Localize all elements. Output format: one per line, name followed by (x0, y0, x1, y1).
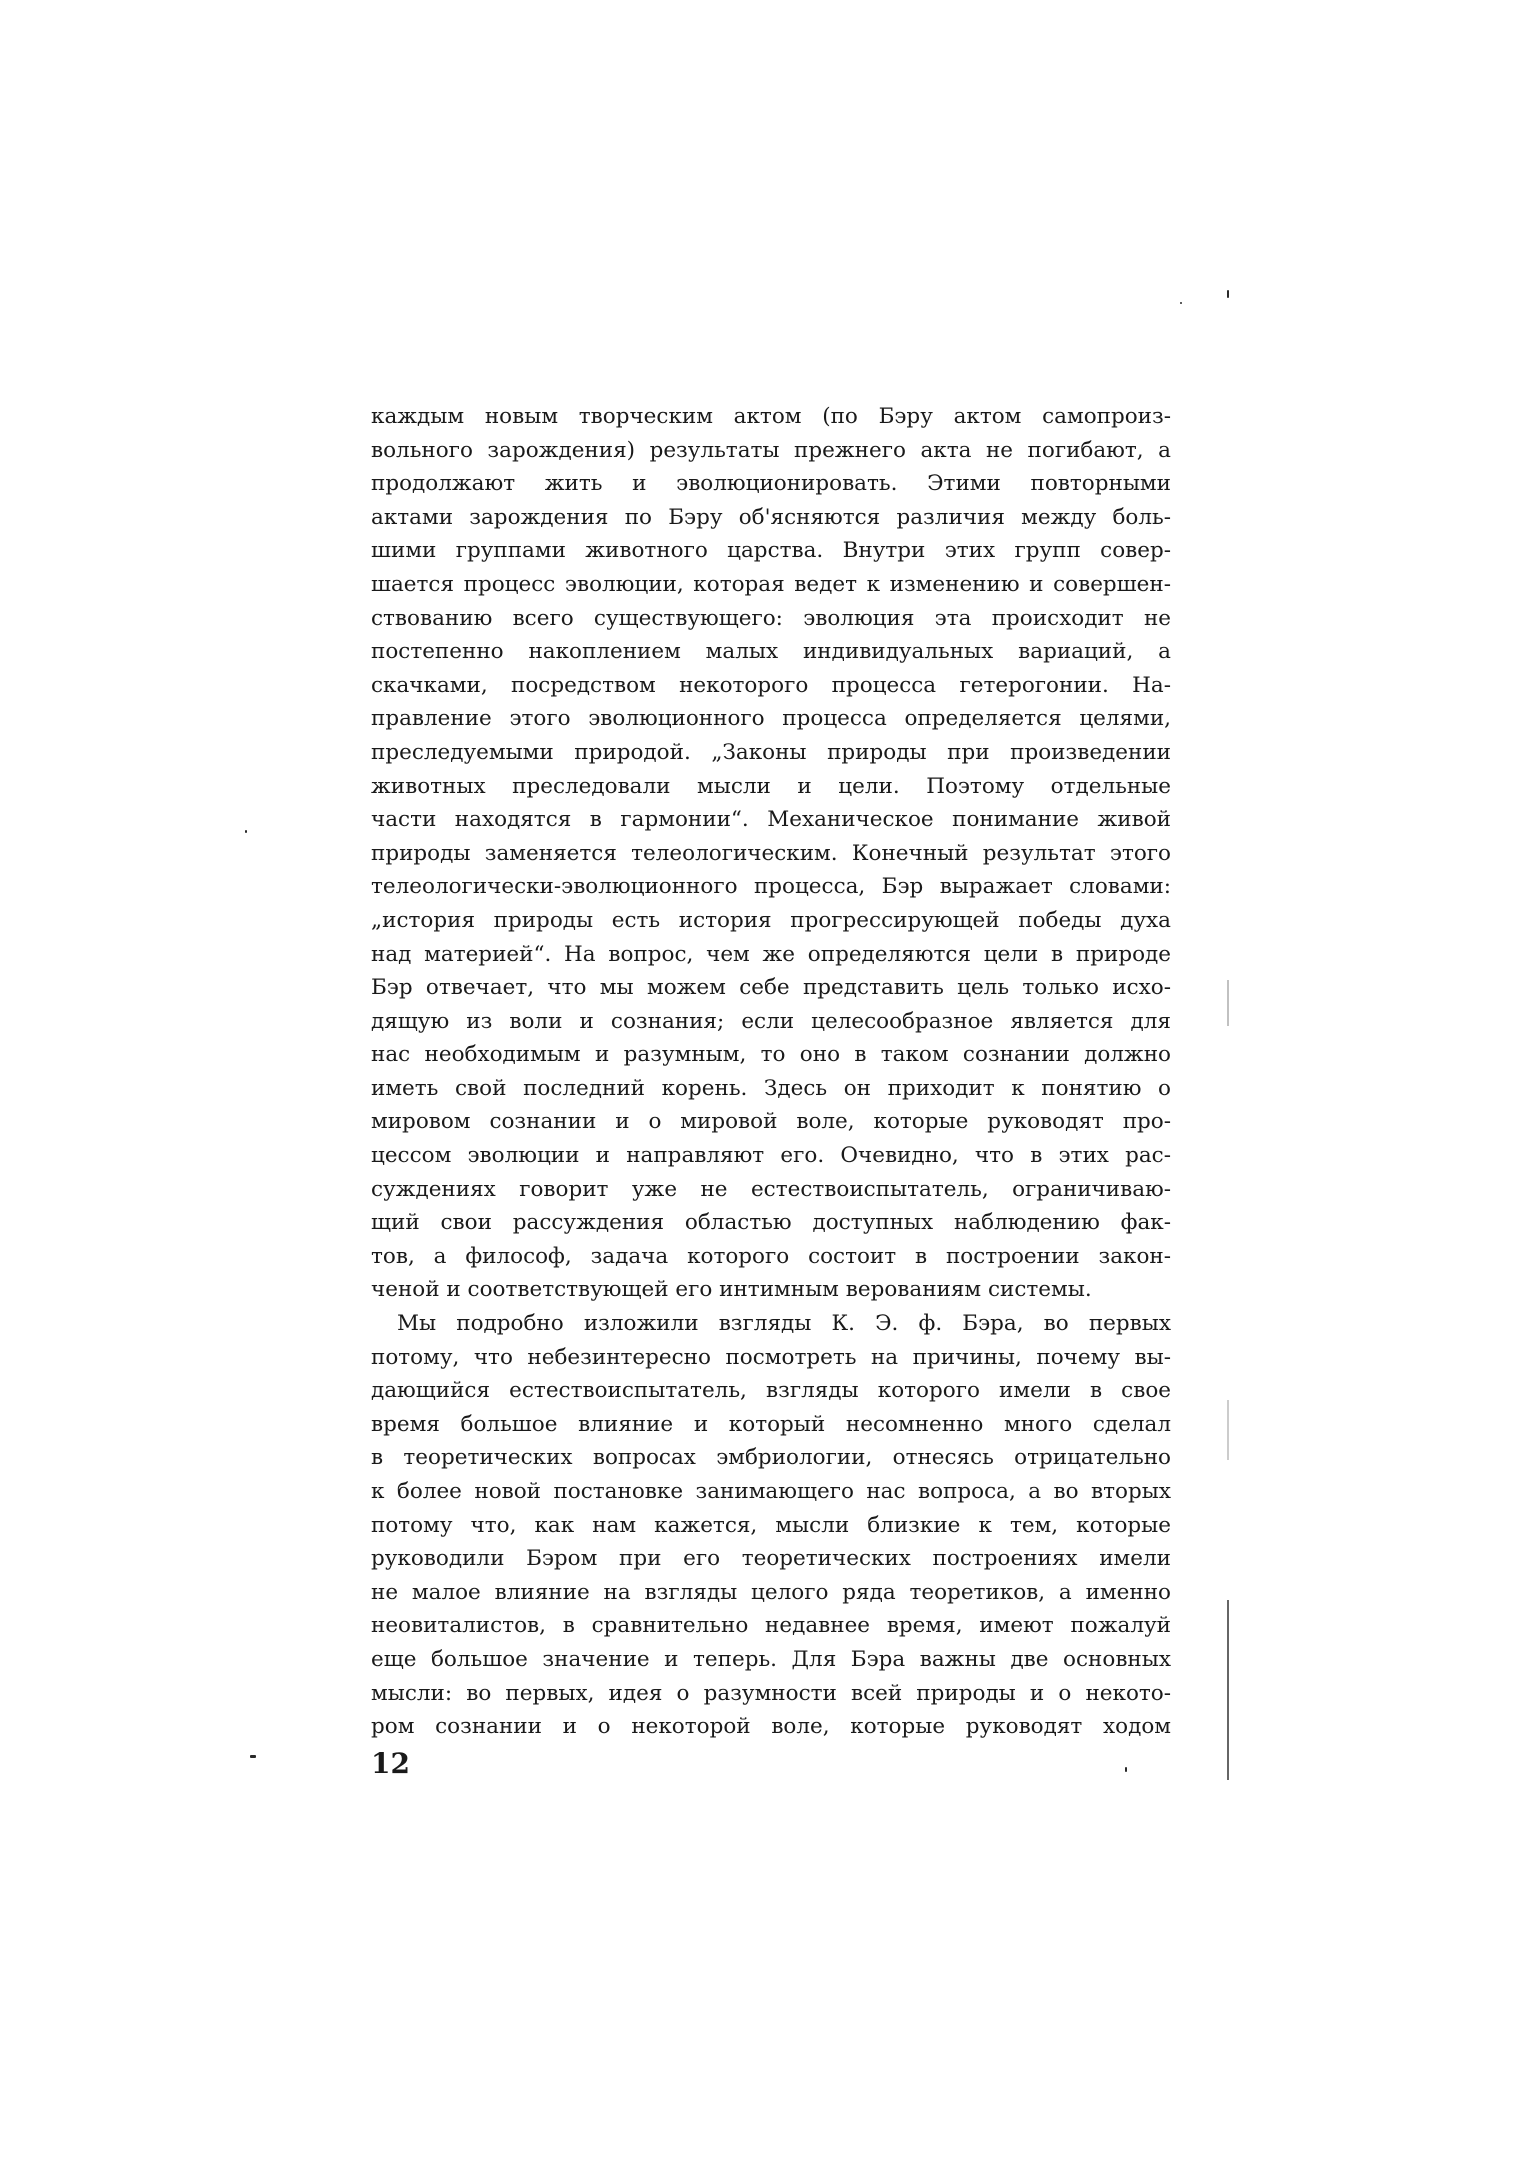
text-line: не малое влияние на взгляды целого ряда теоретиков, а именно (371, 1579, 1171, 1605)
text-line: вольного зарождения) результаты прежнего акта не погибают, а (371, 437, 1171, 463)
text-line: правление этого эволюционного процесса определяется целями, (371, 706, 1171, 732)
text-line: части находятся в гармонии“. Механическое понимание живой (371, 807, 1171, 833)
text-line: щий свои рассуждения областью доступных наблюдению фак- (371, 1210, 1171, 1236)
scan-speck (245, 830, 247, 833)
text-line: преследуемыми природой. „Законы природы при произведении (371, 739, 1171, 765)
text-line: суждениях говорит уже не естествоиспытатель, ограничиваю- (371, 1176, 1171, 1202)
scan-speck (1227, 290, 1229, 298)
text-line: дящую из воли и сознания; если целесообразное является для (371, 1008, 1171, 1034)
text-line: дающийся естествоиспытатель, взгляды которого имели в свое (371, 1378, 1171, 1404)
scan-margin-mark (1227, 980, 1229, 1026)
text-line: в теоретических вопросах эмбриологии, отнесясь отрицательно (371, 1445, 1171, 1471)
scan-speck (250, 1755, 256, 1758)
text-line: потому что, как нам кажется, мысли близкие к тем, которые (371, 1512, 1171, 1538)
text-line: время большое влияние и который несомненно много сделал (371, 1411, 1171, 1437)
text-line: „история природы есть история прогрессирующей победы духа (371, 907, 1171, 933)
body-text (371, 400, 1171, 1744)
text-line: иметь свой последний корень. Здесь он приходит к понятию о (371, 1075, 1171, 1101)
page-number: 12 (371, 1747, 410, 1780)
text-line: постепенно накоплением малых индивидуальных вариаций, а (371, 639, 1171, 665)
text-line: над материей“. На вопрос, чем же определяются цели в природе (371, 941, 1171, 967)
text-line: потому, что небезинтересно посмотреть на причины, почему вы- (371, 1344, 1171, 1370)
text-line: мировом сознании и о мировой воле, которые руководят про- (371, 1109, 1171, 1135)
text-line: телеологически-эволюционного процесса, Бэр выражает словами: (371, 874, 1171, 900)
text-line: ченой и соответствующей его интимным верованиям системы. (371, 1277, 1092, 1303)
text-line: к более новой постановке занимающего нас вопроса, а во вторых (371, 1479, 1171, 1504)
text-line: тов, а философ, задача которого состоит в построении закон- (371, 1243, 1171, 1269)
text-line: ствованию всего существующего: эволюция эта происходит не (371, 605, 1171, 631)
text-line: мысли: во первых, идея о разумности всей природы и о некото- (371, 1680, 1171, 1706)
text-line: актами зарождения по Бэру об'ясняются различия между боль- (371, 504, 1171, 530)
text-line: природы заменяется телеологическим. Конечный результат этого (371, 840, 1171, 866)
text-line: Бэр отвечает, что мы можем себе представить цель только исхо- (371, 975, 1171, 1001)
scan-speck (1125, 1767, 1127, 1772)
text-line: шается процесс эволюции, которая ведет к изменению и совершен- (371, 571, 1171, 597)
text-line: животных преследовали мысли и цели. Поэтому отдельные (371, 773, 1171, 799)
text-line: неовиталистов, в сравнительно недавнее время, имеют пожалуй (371, 1613, 1171, 1639)
text-line: ром сознании и о некоторой воле, которые руководят ходом (371, 1714, 1171, 1740)
scan-speck (1180, 302, 1182, 304)
text-line: руководили Бэром при его теоретических построениях имели (371, 1546, 1171, 1572)
text-line: скачками, посредством некоторого процесса гетерогонии. На- (371, 672, 1171, 698)
text-line: Мы подробно изложили взгляды К. Э. ф. Бэра, во первых (397, 1311, 1171, 1337)
text-line: каждым новым творческим актом (по Бэру актом самопроиз- (371, 404, 1171, 429)
text-line: цессом эволюции и направляют его. Очевидно, что в этих рас- (371, 1143, 1171, 1169)
text-line: продолжают жить и эволюционировать. Этими повторными (371, 471, 1171, 497)
text-line: нас необходимым и разумным, то оно в таком сознании должно (371, 1042, 1171, 1068)
scan-margin-mark (1227, 1400, 1229, 1460)
text-line: шими группами животного царства. Внутри этих групп совер- (371, 538, 1171, 564)
scan-margin-mark (1227, 1600, 1229, 1780)
text-line: еще большое значение и теперь. Для Бэра важны две основных (371, 1646, 1171, 1672)
